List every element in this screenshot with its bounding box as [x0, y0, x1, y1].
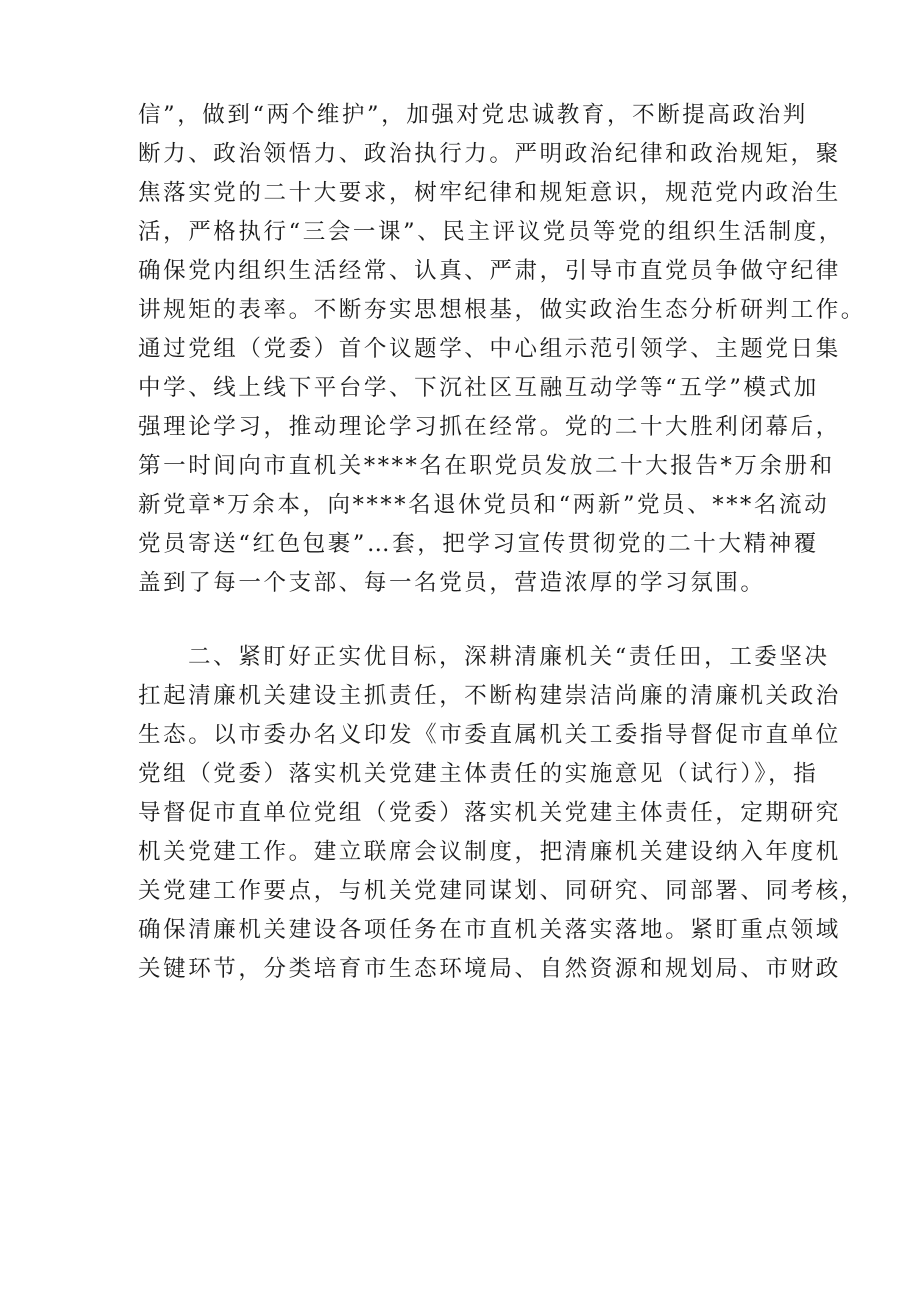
text-line: 关党建工作要点，与机关党建同谋划、同研究、同部署、同考核， — [138, 878, 866, 904]
text-line: 导督促市直单位党组（党委）落实机关党建主体责任，定期研究 — [138, 800, 841, 826]
text-line: 盖到了每一个支部、每一名党员，营造浓厚的学习氛围。 — [138, 570, 766, 596]
text-line: 党组（党委）落实机关党建主体责任的实施意见（试行）》，指 — [138, 761, 819, 787]
text-line: 确保党内组织生活经常、认真、严肃，引导市直党员争做守纪律 — [138, 258, 841, 284]
text-line: 中学、线上线下平台学、下沉社区互融互动学等“五学”模式加 — [138, 375, 819, 401]
text-line: 通过党组（党委）首个议题学、中心组示范引领学、主题党日集 — [138, 336, 841, 362]
text-line: 生态。以市委办名义印发《市委直属机关工委指导督促市直单位 — [138, 722, 841, 748]
section-heading-line: 二、紧盯好正实优目标，深耕清廉机关“责任田，工委坚决 — [188, 644, 830, 670]
text-line: 断力、政治领悟力、政治执行力。严明政治纪律和政治规矩，聚 — [138, 141, 841, 167]
document-body — [138, 96, 866, 989]
text-line: 讲规矩的表率。不断夯实思想根基，做实政治生态分析研判工作。 — [138, 297, 866, 323]
text-line: 新党章*万余本，向****名退休党员和“两新”党员、***名流动 — [138, 492, 830, 518]
text-line: 确保清廉机关建设各项任务在市直机关落实落地。紧盯重点领域 — [138, 917, 841, 943]
text-line: 焦落实党的二十大要求，树牢纪律和规矩意识，规范党内政治生 — [138, 180, 841, 206]
text-line: 第一时间向市直机关****名在职党员发放二十大报告*万余册和 — [138, 453, 835, 479]
text-line: 关键环节，分类培育市生态环境局、自然资源和规划局、市财政 — [138, 956, 841, 982]
text-line: 扛起清廉机关建设主抓责任，不断构建崇洁尚廉的清廉机关政治 — [138, 683, 841, 709]
text-line: 党员寄送“红色包裹”…套，把学习宣传贯彻党的二十大精神覆 — [138, 531, 819, 557]
paragraph-political-discipline — [138, 96, 866, 603]
text-line: 强理论学习，推动理论学习抓在经常。党的二十大胜利闭幕后， — [138, 414, 841, 440]
text-line: 机关党建工作。建立联席会议制度，把清廉机关建设纳入年度机 — [138, 839, 841, 865]
text-line: 信”，做到“两个维护”，加强对党忠诚教育，不断提高政治判 — [138, 102, 808, 128]
paragraph-clean-government — [138, 638, 866, 989]
text-line: 活，严格执行“三会一课”、民主评议党员等党的组织生活制度， — [138, 219, 844, 245]
